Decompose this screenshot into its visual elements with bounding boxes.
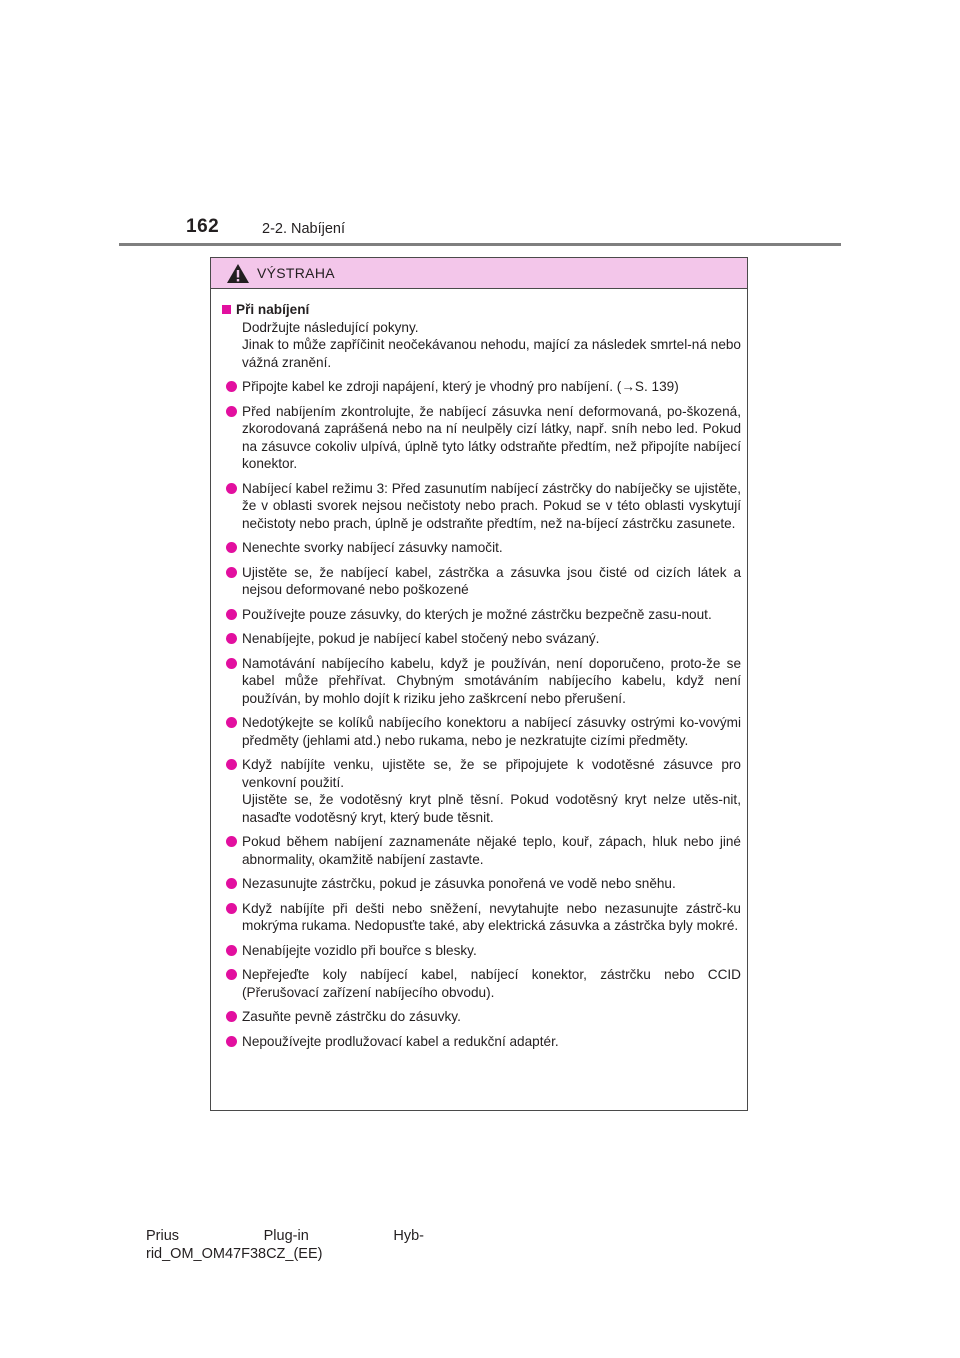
warning-list-item-text: Nenabíjejte vozidlo při bouřce s blesky. bbox=[242, 942, 477, 958]
round-bullet-icon bbox=[226, 542, 237, 553]
warning-list-item bbox=[222, 655, 741, 708]
warning-body bbox=[211, 289, 747, 1050]
warning-list-item bbox=[222, 714, 741, 749]
warning-list-item bbox=[222, 1008, 741, 1026]
warning-list-item-text: Když nabíjíte při dešti nebo sněžení, nevytahujte nebo nezasunujte zástrč-ku mokrýma rukama. Nedopusťte také, aby elektrická zásuvka a zástrčka byly mokré. bbox=[242, 900, 741, 933]
warning-list-item bbox=[222, 630, 741, 648]
intro-line: Jinak to může zapříčinit neočekávanou nehodu, mající za následek smrtel-ná nebo vážná zranění. bbox=[242, 337, 741, 370]
round-bullet-icon bbox=[226, 1036, 237, 1047]
subheading-text: Při nabíjení bbox=[236, 302, 310, 317]
warning-list-item-text: Pokud během nabíjení zaznamenáte nějaké teplo, kouř, zápach, hluk nebo jiné abnormality, okamžitě nabíjení zastavte. bbox=[242, 834, 741, 867]
warning-list-item-text: Ujistěte se, že vodotěsný kryt plně těsní. Pokud vodotěsný kryt nelze utěs-nit, nasaďte vodotěsný kryt, který bude těsnit. bbox=[242, 792, 741, 825]
round-bullet-icon bbox=[226, 945, 237, 956]
round-bullet-icon bbox=[226, 759, 237, 770]
round-bullet-icon bbox=[226, 878, 237, 889]
round-bullet-icon bbox=[226, 903, 237, 914]
warning-list-item-text: Nenabíjejte, pokud je nabíjecí kabel stočený nebo svázaný. bbox=[242, 631, 600, 646]
footer-line-1 bbox=[146, 1227, 424, 1245]
warning-list-item-text: Nepoužívejte prodlužovací kabel a redukční adaptér. bbox=[242, 1033, 559, 1049]
warning-list-item-text: Namotávání nabíjecího kabelu, když je používán, není doporučeno, proto-že se kabel může přehřívat. Chybným smotáváním nabíjecího kabelu, když není používán, by mohlo dojít k riziku jeho zaškrcení nebo přerušení. bbox=[242, 655, 741, 706]
warning-triangle-icon bbox=[226, 263, 250, 284]
warning-list-item bbox=[222, 564, 741, 599]
warning-list-item-text: Nenechte svorky nabíjecí zásuvky namočit. bbox=[242, 540, 503, 555]
footer-word: Hyb- bbox=[393, 1228, 424, 1244]
warning-list-item-text: Používejte pouze zásuvky, do kterých je možné zástrčku bezpečně zasu-nout. bbox=[242, 606, 712, 622]
warning-list-item bbox=[222, 1033, 741, 1051]
warning-list-item-text: Před nabíjením zkontrolujte, že nabíjecí zásuvka není deformovaná, po-škozená, zkorodovaná zaprášená nebo na ní neulpěly cizí látky, např. sníh nebo led. Pokud na zásuvce cokoliv ulpívá, úplně tyto látky odstraňte předtím, než připojíte nabíjecí konektor. bbox=[242, 403, 741, 471]
round-bullet-icon bbox=[226, 836, 237, 847]
header-rule bbox=[119, 243, 841, 246]
round-bullet-icon bbox=[226, 381, 237, 392]
warning-list-item-text: Když nabíjíte venku, ujistěte se, že se připojujete k vodotěsné zásuvce pro venkovní použití. bbox=[242, 757, 741, 790]
warning-list-item bbox=[222, 378, 741, 396]
warning-list-item bbox=[222, 900, 741, 935]
warning-list-item-text: Nepřejeďte koly nabíjecí kabel, nabíjecí konektor, zástrčku nebo CCID (Přerušovací zařízení nabíjecího obvodu). bbox=[242, 967, 741, 1000]
warning-list-item bbox=[222, 875, 741, 893]
warning-list-item-text: Zasuňte pevně zástrčku do zásuvky. bbox=[242, 1009, 461, 1024]
warning-list-item bbox=[222, 756, 741, 826]
round-bullet-icon bbox=[226, 658, 237, 669]
footer-word: Plug-in bbox=[263, 1228, 309, 1244]
footer-word: Prius bbox=[146, 1228, 180, 1244]
round-bullet-icon bbox=[226, 567, 237, 578]
warning-box bbox=[210, 257, 748, 1111]
warning-list-item bbox=[222, 942, 741, 960]
warning-list-item bbox=[222, 480, 741, 533]
warning-list-item bbox=[222, 966, 741, 1001]
warning-list bbox=[222, 378, 741, 1050]
warning-list-item-text: Připojte kabel ke zdroji napájení, který je vhodný pro nabíjení. (→S. 139) bbox=[242, 379, 679, 394]
warning-header bbox=[211, 258, 747, 289]
round-bullet-icon bbox=[226, 483, 237, 494]
warning-list-item-text: Nabíjecí kabel režimu 3: Před zasunutím nabíjecí zástrčky do nabíječky se ujistěte, že v oblasti svorek nejsou nečistoty nebo prach. Pokud se v této oblasti vyskytují nečistoty nebo prach, úplně je odstraňte předtím, než na-bíjecí zástrčku zasunete. bbox=[242, 480, 741, 531]
subheading bbox=[222, 301, 741, 319]
warning-list-item bbox=[222, 606, 741, 624]
round-bullet-icon bbox=[226, 609, 237, 620]
warning-list-item-text: Nezasunujte zástrčku, pokud je zásuvka ponořená ve vodě nebo sněhu. bbox=[242, 876, 676, 891]
square-bullet-icon bbox=[222, 305, 231, 314]
warning-list-item-text: Ujistěte se, že nabíjecí kabel, zástrčka a zásuvka jsou čisté od cizích látek a nejsou deformované nebo poškozené bbox=[242, 564, 741, 597]
warning-title: VÝSTRAHA bbox=[257, 265, 335, 281]
footer bbox=[146, 1227, 424, 1263]
round-bullet-icon bbox=[226, 969, 237, 980]
intro bbox=[222, 319, 741, 372]
round-bullet-icon bbox=[226, 406, 237, 417]
warning-list-item bbox=[222, 539, 741, 557]
round-bullet-icon bbox=[226, 717, 237, 728]
footer-line-2: rid_OM_OM47F38CZ_(EE) bbox=[146, 1246, 323, 1262]
intro-line: Dodržujte následující pokyny. bbox=[242, 319, 419, 335]
warning-list-item bbox=[222, 833, 741, 868]
section-label: 2-2. Nabíjení bbox=[262, 221, 346, 237]
warning-list-item bbox=[222, 403, 741, 473]
warning-list-item-text: Nedotýkejte se kolíků nabíjecího konektoru a nabíjecí zásuvky ostrými ko-vovými předměty (jehlami atd.) nebo rukama, nebo je nezkratujte cizími předměty. bbox=[242, 715, 741, 748]
round-bullet-icon bbox=[226, 1011, 237, 1022]
round-bullet-icon bbox=[226, 633, 237, 644]
page-number: 162 bbox=[186, 216, 220, 237]
